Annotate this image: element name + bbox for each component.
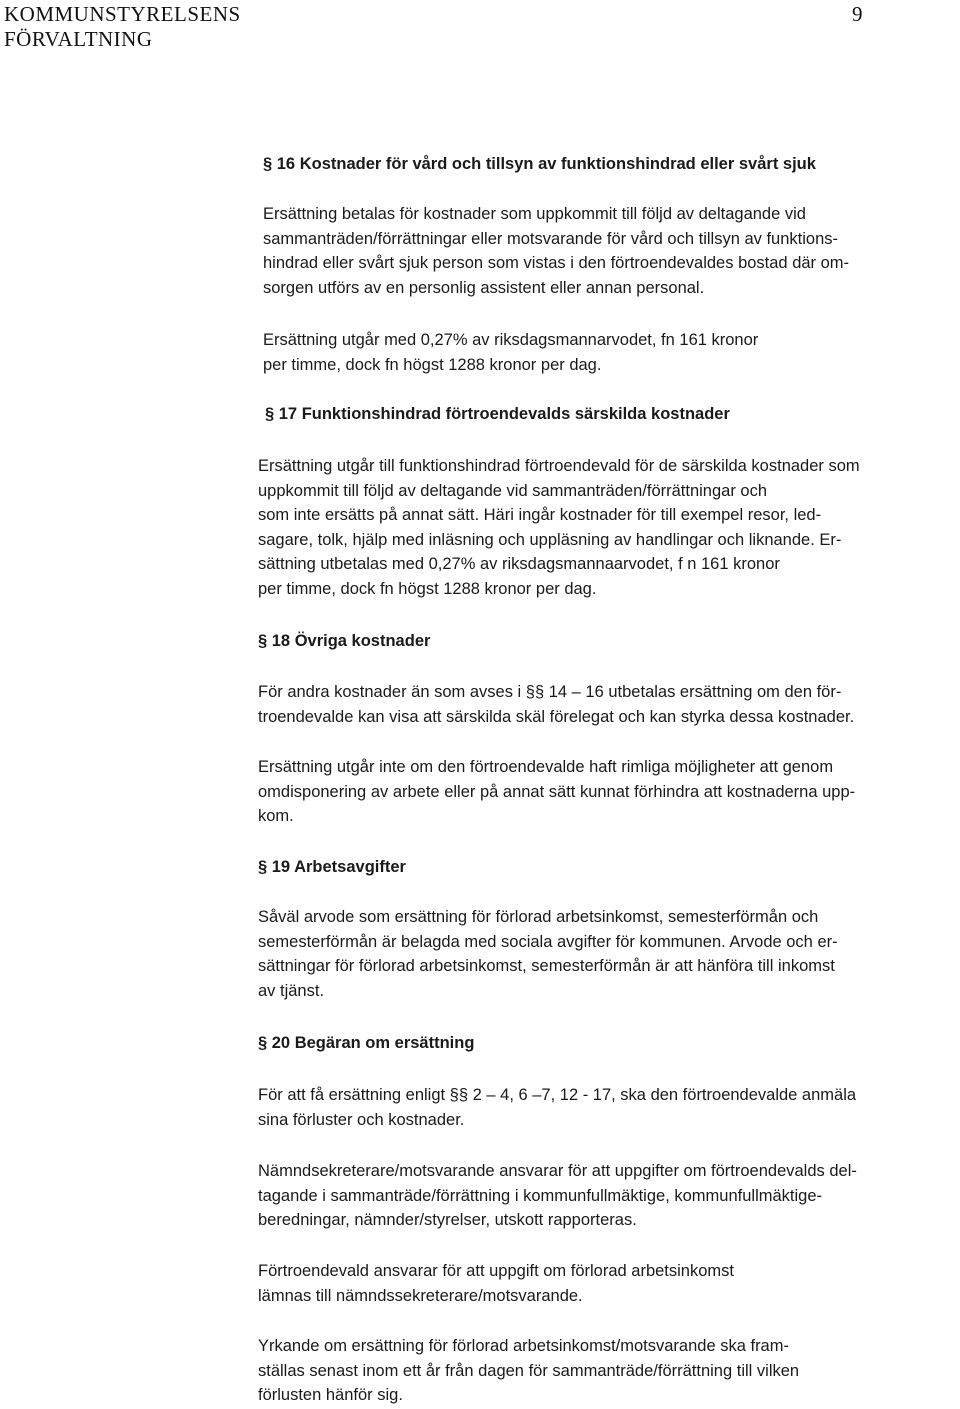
text-line: kom. (258, 807, 294, 825)
text-line: beredningar, nämnder/styrelser, utskott rapporteras. (258, 1211, 637, 1229)
section-19-heading: § 19 Arbetsavgifter (258, 858, 406, 876)
section-19-paragraph-1 (258, 905, 838, 1003)
header-line-2: FÖRVALTNING (4, 27, 153, 51)
text-line: sorgen utförs av en personlig assistent eller annan personal. (263, 278, 705, 297)
text-line: Ersättning utgår till funktionshindrad förtroendevald för de särskilda kostnader som (258, 457, 860, 475)
section-16-heading: § 16 Kostnader för vård och tillsyn av funktionshindrad eller svårt sjuk (263, 155, 816, 173)
text-line: förlusten hänför sig. (258, 1386, 403, 1404)
text-line: semesterförmån är belagda med sociala avgifter för kommunen. Arvode och er- (258, 932, 838, 951)
section-20-heading: § 20 Begäran om ersättning (258, 1034, 475, 1052)
text-line: troendevalde kan visa att särskilda skäl förelegat och kan styrka dessa kostnader. (258, 707, 855, 726)
text-line: Ersättning utgår inte om den förtroendevalde haft rimliga möjligheter att genom (258, 758, 834, 776)
text-line: För andra kostnader än som avses i §§ 14 – 16 utbetalas ersättning om den för- (258, 683, 842, 701)
text-line: per timme, dock fn högst 1288 kronor per dag. (258, 579, 597, 598)
text-line: Såväl arvode som ersättning för förlorad arbetsinkomst, semesterförmån och (258, 908, 819, 926)
text-line: Ersättning utgår med 0,27% av riksdagsmannarvodet, fn 161 kronor (263, 331, 759, 349)
section-20-paragraph-2 (258, 1159, 857, 1233)
text-line: Yrkande om ersättning för förlorad arbetsinkomst/motsvarande ska fram- (258, 1337, 789, 1355)
section-20-paragraph-1 (258, 1083, 856, 1132)
page-number: 9 (852, 2, 863, 26)
section-18-paragraph-1 (258, 680, 854, 729)
text-line: lämnas till nämndssekreterare/motsvarande. (258, 1286, 583, 1305)
text-line: Nämndsekreterare/motsvarande ansvarar för att uppgifter om förtroendevalds del- (258, 1162, 857, 1180)
section-17-paragraph-1 (258, 454, 860, 601)
text-line: sammanträden/förrättningar eller motsvarande för vård och tillsyn av funktions- (263, 229, 839, 248)
text-line: tagande i sammanträde/förrättning i kommunfullmäktige, kommunfullmäktige- (258, 1186, 822, 1205)
text-line: sättning utbetalas med 0,27% av riksdagsmannaarvodet, f n 161 kronor (258, 555, 780, 573)
text-line: av tjänst. (258, 981, 325, 1000)
text-line: För att få ersättning enligt §§ 2 – 4, 6 –7, 12 - 17, ska den förtroendevalde anmäla (258, 1086, 857, 1104)
header-line-1: KOMMUNSTYRELSENS (4, 2, 241, 26)
text-line: sagare, tolk, hjälp med inläsning och uppläsning av handlingar och liknande. Er- (258, 530, 842, 549)
text-line: som inte ersätts på annat sätt. Häri ingår kostnader för till exempel resor, led- (258, 506, 822, 524)
page-header (4, 2, 241, 52)
text-line: sättningar för förlorad arbetsinkomst, semesterförmån är att hänföra till inkomst (258, 957, 835, 975)
section-17-heading: § 17 Funktionshindrad förtroendevalds särskilda kostnader (265, 405, 730, 423)
text-line: omdisponering av arbete eller på annat sätt kunnat förhindra att kostnaderna upp- (258, 782, 856, 801)
text-line: per timme, dock fn högst 1288 kronor per dag. (263, 355, 602, 374)
section-16-paragraph-2 (263, 328, 758, 377)
text-line: hindrad eller svårt sjuk person som vistas i den förtroendevaldes bostad där om- (263, 254, 850, 272)
text-line: ställas senast inom ett år från dagen för sammanträde/förrättning till vilken (258, 1361, 800, 1380)
section-18-paragraph-2 (258, 755, 855, 829)
text-line: sina förluster och kostnader. (258, 1110, 465, 1129)
section-20-paragraph-3 (258, 1259, 734, 1308)
section-18-heading: § 18 Övriga kostnader (258, 632, 431, 650)
section-20-paragraph-4 (258, 1334, 799, 1408)
section-16-paragraph-1 (263, 202, 849, 300)
text-line: uppkommit till följd av deltagande vid sammanträden/förrättningar och (258, 481, 768, 500)
text-line: Ersättning betalas för kostnader som uppkommit till följd av deltagande vid (263, 205, 806, 223)
text-line: Förtroendevald ansvarar för att uppgift om förlorad arbetsinkomst (258, 1262, 734, 1280)
